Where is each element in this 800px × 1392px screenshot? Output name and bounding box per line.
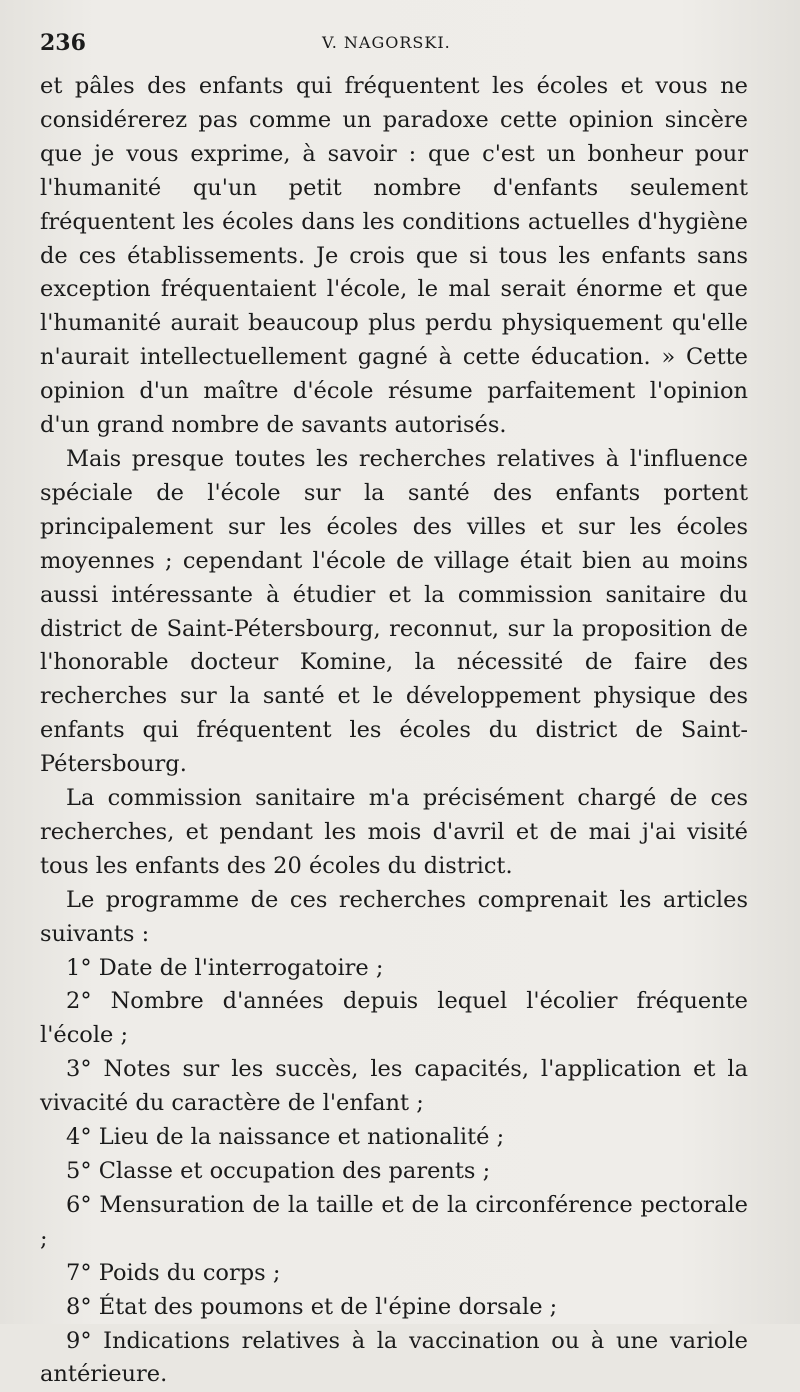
list-item: 5° Classe et occupation des parents ;: [66, 1158, 491, 1184]
page-header: [40, 30, 760, 60]
list-item: 8° État des poumons et de l'épine dorsale ;: [66, 1293, 558, 1320]
list-item: 9° Indications relatives à la vaccination ou à une variole antérieure.: [40, 1327, 748, 1388]
paragraph-continuation: et pâles des enfants qui fréquentent les écoles et vous ne considérerez pas comme un paradoxe cette opinion sincère que je vous exprime, à savoir : que c'est un bonheur pour l'humanité qu'un petit nombre d'enfants seulement fréquentent les écoles dans les conditions actuelles d'hygiène de ces établissements. Je crois que si tous les enfants sans exception fréquentaient l'école, le mal serait énorme et que l'humanité aurait beaucoup plus perdu physiquement qu'elle n'aurait intellectuellement gagné à cette éducation. » Cette opinion d'un maître d'école résume parfaitement l'opinion d'un grand nombre de savants autorisés.: [40, 73, 748, 439]
paragraph-commission: La commission sanitaire m'a précisément chargé de ces recherches, et pendant les mois d'avril et de mai j'ai visité tous les enfants des 20 écoles du district.: [40, 785, 748, 879]
paragraph-research: Mais presque toutes les recherches relatives à l'influence spéciale de l'école sur la santé des enfants portent principalement sur les écoles des villes et sur les écoles moyennes ; cependant l'école de village était bien au moins aussi intéressante à étudier et la commission sanitaire du district de Saint-Pétersbourg, reconnut, sur la proposition de l'honorable docteur Komine, la nécessité de faire des recherches sur la santé et le développement physique des enfants qui fréquentent les écoles du district de Saint-Pétersbourg.: [40, 445, 748, 778]
list-item: 4° Lieu de la naissance et nationalité ;: [66, 1124, 505, 1151]
list-item: 1° Date de l'interrogatoire ;: [66, 954, 384, 981]
list-item: 6° Mensuration de la taille et de la circonférence pectorale ;: [40, 1191, 748, 1252]
list-item: 2° Nombre d'années depuis lequel l'écolier fréquente l'école ;: [40, 988, 748, 1049]
page-number: 236: [40, 30, 86, 56]
body-text: [40, 70, 748, 1392]
list-item: 3° Notes sur les succès, les capacités, l'application et la vivacité du caractère de l'enfant ;: [40, 1056, 748, 1117]
running-head: V. NAGORSKI.: [322, 33, 451, 52]
list-item: 7° Poids du corps ;: [66, 1259, 281, 1286]
paragraph-programme: Le programme de ces recherches comprenait les articles suivants :: [40, 886, 748, 947]
